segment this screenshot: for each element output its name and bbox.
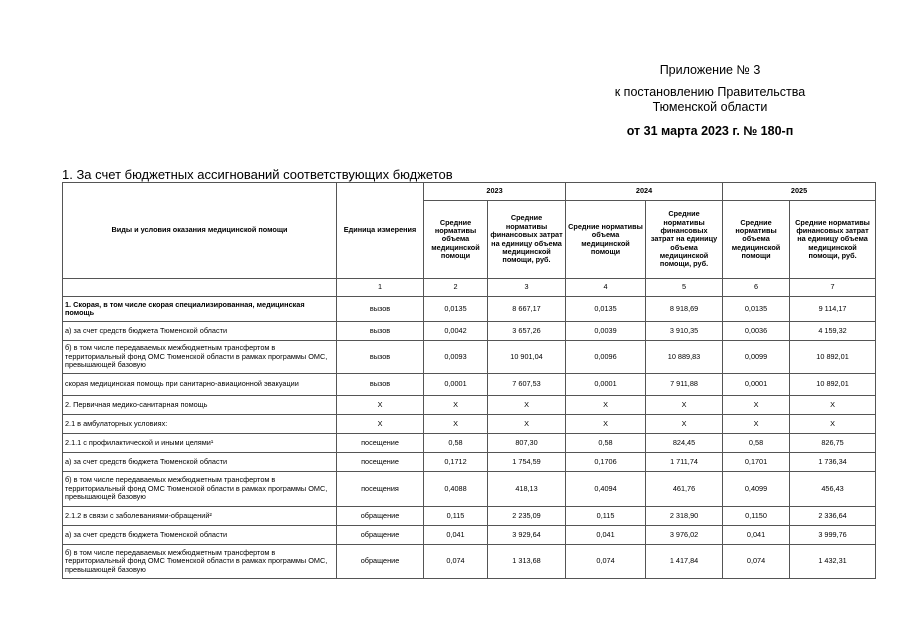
column-number: 5 — [646, 279, 723, 297]
table-row — [63, 341, 876, 374]
row-value: 0,1701 — [723, 453, 790, 472]
col-main-header: Виды и условия оказания медицинской помощи — [63, 183, 337, 279]
sub-volume-header: Средние нормативы объема медицинской помощи — [424, 201, 488, 279]
row-value: 0,041 — [566, 526, 646, 545]
row-value: 9 114,17 — [790, 297, 876, 322]
row-value: 807,30 — [488, 434, 566, 453]
row-value: Х — [646, 415, 723, 434]
row-name: 2. Первичная медико-санитарная помощь — [63, 396, 337, 415]
column-number — [63, 279, 337, 297]
row-value: 0,0001 — [723, 374, 790, 396]
column-number: 3 — [488, 279, 566, 297]
year-header: 2023 — [424, 183, 566, 201]
sub-cost-header: Средние нормативы финансовых затрат на единицу объема медицинской помощи, руб. — [488, 201, 566, 279]
row-name: б) в том числе передаваемых межбюджетным трансфертом в территориальный фонд ОМС Тюменской области в рамках программы ОМС, превышающей базовую — [63, 341, 337, 374]
row-value: 0,0135 — [723, 297, 790, 322]
row-unit: вызов — [337, 341, 424, 374]
column-number: 1 — [337, 279, 424, 297]
row-value: 0,041 — [723, 526, 790, 545]
column-number: 7 — [790, 279, 876, 297]
row-unit: Х — [337, 396, 424, 415]
row-name: а) за счет средств бюджета Тюменской области — [63, 322, 337, 341]
row-value: 0,074 — [723, 545, 790, 579]
row-unit: вызов — [337, 322, 424, 341]
row-value: 0,115 — [566, 507, 646, 526]
table-row — [63, 297, 876, 322]
row-name: б) в том числе передаваемых межбюджетным трансфертом в территориальный фонд ОМС Тюменской области в рамках программы ОМС, превышающей базовую — [63, 545, 337, 579]
decree-line-2: Тюменской области — [652, 100, 768, 114]
row-value: 1 417,84 — [646, 545, 723, 579]
year-header: 2025 — [723, 183, 876, 201]
row-value: 3 910,35 — [646, 322, 723, 341]
row-value: 0,041 — [424, 526, 488, 545]
row-value: 1 711,74 — [646, 453, 723, 472]
table-row — [63, 472, 876, 507]
row-name: скорая медицинская помощь при санитарно-авиационной эвакуации — [63, 374, 337, 396]
row-unit: Х — [337, 415, 424, 434]
row-value: 0,0001 — [566, 374, 646, 396]
table-row — [63, 545, 876, 579]
appendix-title: Приложение № 3 — [659, 63, 761, 77]
row-value: 0,0036 — [723, 322, 790, 341]
norms-table — [62, 182, 876, 579]
row-unit: обращение — [337, 526, 424, 545]
row-value: 10 889,83 — [646, 341, 723, 374]
row-value: 456,43 — [790, 472, 876, 507]
row-value: 3 976,02 — [646, 526, 723, 545]
row-value: 0,0099 — [723, 341, 790, 374]
row-value: 0,0001 — [424, 374, 488, 396]
row-unit: вызов — [337, 297, 424, 322]
row-value: 0,0135 — [424, 297, 488, 322]
row-unit: вызов — [337, 374, 424, 396]
row-name: 2.1 в амбулаторных условиях: — [63, 415, 337, 434]
row-name: 2.1.1 с профилактической и иными целями¹ — [63, 434, 337, 453]
row-value: 8 918,69 — [646, 297, 723, 322]
row-name: а) за счет средств бюджета Тюменской области — [63, 453, 337, 472]
row-value: Х — [488, 396, 566, 415]
table-row — [63, 374, 876, 396]
row-value: 0,58 — [424, 434, 488, 453]
row-value: 0,115 — [424, 507, 488, 526]
table-row — [63, 322, 876, 341]
col-unit-header: Единица измерения — [337, 183, 424, 279]
row-value: 3 999,76 — [790, 526, 876, 545]
decree-line-1: к постановлению Правительства — [614, 85, 806, 99]
row-value: 7 607,53 — [488, 374, 566, 396]
row-value: 7 911,88 — [646, 374, 723, 396]
column-number-row — [63, 279, 876, 297]
row-value: 2 318,90 — [646, 507, 723, 526]
row-unit: посещения — [337, 472, 424, 507]
row-value: 2 336,64 — [790, 507, 876, 526]
row-value: Х — [424, 415, 488, 434]
row-value: Х — [566, 415, 646, 434]
row-value: 0,0039 — [566, 322, 646, 341]
row-value: 0,0135 — [566, 297, 646, 322]
row-name: а) за счет средств бюджета Тюменской области — [63, 526, 337, 545]
row-value: 1 754,59 — [488, 453, 566, 472]
row-value: 3 657,26 — [488, 322, 566, 341]
row-value: 1 313,68 — [488, 545, 566, 579]
row-value: 0,4088 — [424, 472, 488, 507]
row-value: 461,76 — [646, 472, 723, 507]
row-value: Х — [424, 396, 488, 415]
row-name: 1. Скорая, в том числе скорая специализированная, медицинская помощь — [63, 297, 337, 322]
row-value: 3 929,64 — [488, 526, 566, 545]
row-value: 1 432,31 — [790, 545, 876, 579]
row-unit: обращение — [337, 545, 424, 579]
sub-volume-header: Средние нормативы объема медицинской помощи — [723, 201, 790, 279]
row-value: 0,1706 — [566, 453, 646, 472]
sub-volume-header: Средние нормативы объема медицинской помощи — [566, 201, 646, 279]
row-value: 10 901,04 — [488, 341, 566, 374]
column-number: 4 — [566, 279, 646, 297]
row-value: 0,0093 — [424, 341, 488, 374]
row-value: 824,45 — [646, 434, 723, 453]
row-value: Х — [723, 396, 790, 415]
row-value: 0,074 — [424, 545, 488, 579]
table-row — [63, 434, 876, 453]
row-value: Х — [723, 415, 790, 434]
row-value: 0,1150 — [723, 507, 790, 526]
column-number: 2 — [424, 279, 488, 297]
row-value: Х — [790, 415, 876, 434]
row-value: 0,0096 — [566, 341, 646, 374]
row-value: 10 892,01 — [790, 374, 876, 396]
row-value: Х — [488, 415, 566, 434]
row-value: 0,58 — [566, 434, 646, 453]
sub-cost-header: Средние нормативы финансовых затрат на единицу объема медицинской помощи, руб. — [790, 201, 876, 279]
table-row — [63, 526, 876, 545]
table-row — [63, 453, 876, 472]
row-name: б) в том числе передаваемых межбюджетным трансфертом в территориальный фонд ОМС Тюменской области в рамках программы ОМС, превышающей базовую — [63, 472, 337, 507]
row-value: 1 736,34 — [790, 453, 876, 472]
row-value: Х — [566, 396, 646, 415]
row-value: 8 667,17 — [488, 297, 566, 322]
row-value: 10 892,01 — [790, 341, 876, 374]
row-value: 0,58 — [723, 434, 790, 453]
table-row — [63, 415, 876, 434]
row-value: 0,4094 — [566, 472, 646, 507]
row-value: 4 159,32 — [790, 322, 876, 341]
row-value: 0,1712 — [424, 453, 488, 472]
row-value: 826,75 — [790, 434, 876, 453]
table-row — [63, 396, 876, 415]
row-value: 0,0042 — [424, 322, 488, 341]
row-value: 418,13 — [488, 472, 566, 507]
table-row — [63, 507, 876, 526]
sub-cost-header: Средние нормативы финансовых затрат на единицу объема медицинской помощи, руб. — [646, 201, 723, 279]
row-unit: посещение — [337, 453, 424, 472]
row-value: 0,4099 — [723, 472, 790, 507]
row-unit: обращение — [337, 507, 424, 526]
row-unit: посещение — [337, 434, 424, 453]
year-header: 2024 — [566, 183, 723, 201]
row-value: Х — [646, 396, 723, 415]
row-value: Х — [790, 396, 876, 415]
row-value: 2 235,09 — [488, 507, 566, 526]
section-title: 1. За счет бюджетных ассигнований соответствующих бюджетов — [62, 167, 453, 182]
decree-date: от 31 марта 2023 г. № 180-п — [626, 124, 794, 138]
row-value: 0,074 — [566, 545, 646, 579]
column-number: 6 — [723, 279, 790, 297]
row-name: 2.1.2 в связи с заболеваниями-обращений² — [63, 507, 337, 526]
